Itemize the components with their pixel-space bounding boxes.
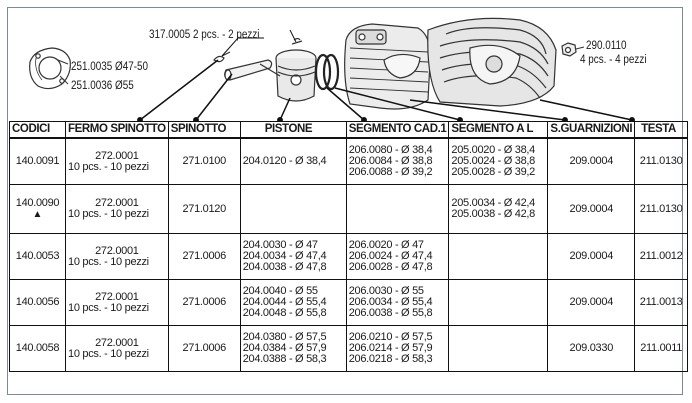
codici-value: 140.0058 bbox=[15, 342, 60, 354]
guarnizioni-value: 209.0004 bbox=[569, 155, 614, 167]
segmento-al-line: 205.0038 - Ø 42,8 bbox=[451, 208, 535, 220]
pistone-line: 204.0038 - Ø 47,8 bbox=[242, 261, 327, 273]
cylinder-head-drawing bbox=[428, 18, 556, 106]
intake-gasket-drawing bbox=[30, 48, 71, 89]
segmento-al-cell bbox=[449, 234, 548, 280]
pistone-line: 204.0120 - Ø 38,4 bbox=[242, 155, 327, 167]
segmento-cad-line: 206.0088 - Ø 39,2 bbox=[348, 166, 433, 178]
pistone-cell bbox=[240, 185, 346, 234]
segmento-al-cell bbox=[449, 280, 548, 326]
testa-cell bbox=[635, 234, 688, 280]
guarnizioni-value: 209.0004 bbox=[569, 250, 614, 262]
segmento-cad-cell bbox=[346, 138, 449, 185]
segmento-cad-line: 206.0028 - Ø 47,8 bbox=[348, 261, 433, 273]
testa-cell bbox=[635, 280, 688, 326]
table-row bbox=[10, 234, 688, 280]
header-codici: CODICI bbox=[10, 122, 66, 139]
segmento-cad-line: 206.0024 - Ø 47,4 bbox=[348, 250, 433, 262]
pistone-cell bbox=[240, 138, 346, 185]
segmento-al-cell bbox=[449, 138, 548, 185]
spinotto-cell bbox=[168, 234, 240, 280]
segmento-al-line: 205.0034 - Ø 42,4 bbox=[451, 197, 535, 209]
segmento-al-line: 205.0020 - Ø 38,4 bbox=[451, 144, 535, 156]
segmento-cad-line: 206.0084 - Ø 38,8 bbox=[348, 155, 433, 167]
header-spinotto: SPINOTTO bbox=[168, 122, 240, 139]
fermo-spinotto-line: 272.0001 bbox=[95, 149, 139, 162]
segmento-cad-cell bbox=[346, 234, 449, 280]
nut-leader bbox=[576, 47, 584, 49]
triangle-marker-icon: ▲ bbox=[32, 208, 43, 220]
fermo-spinotto-line: 272.0001 bbox=[95, 336, 139, 349]
guarnizioni-value: 209.0004 bbox=[569, 202, 614, 215]
codici-cell bbox=[10, 326, 66, 372]
fermo-spinotto-line: 272.0001 bbox=[95, 290, 139, 303]
fermo-spinotto-line: 10 pcs. - 10 pezzi bbox=[68, 301, 149, 314]
pistone-line: 204.0384 - Ø 57,9 bbox=[242, 342, 327, 354]
nut-callout-qty: 4 pcs. - 4 pezzi bbox=[580, 54, 647, 66]
header-testa: TESTA bbox=[635, 122, 688, 139]
segmento-cad-line: 206.0080 - Ø 38,4 bbox=[348, 144, 433, 156]
testa-value: 211.0130 bbox=[639, 155, 683, 167]
gasket-callout-label-a: 251.0035 Ø47-50 bbox=[71, 61, 148, 73]
table-row bbox=[10, 185, 688, 234]
segmento-al-cell bbox=[449, 326, 548, 372]
guarnizioni-cell bbox=[548, 138, 635, 185]
spinotto-value: 271.0006 bbox=[182, 296, 226, 308]
spinotto-cell bbox=[168, 280, 240, 326]
segmento-cad-line: 206.0030 - Ø 55 bbox=[348, 285, 424, 297]
fermo-spinotto-cell bbox=[66, 138, 169, 185]
codici-value: 140.0056 bbox=[15, 296, 60, 308]
segmento-cad-line: 206.0210 - Ø 57,5 bbox=[348, 331, 433, 343]
header-guarnizioni: S.GUARNIZIONI bbox=[548, 122, 635, 139]
pistone-line: 204.0048 - Ø 55,8 bbox=[242, 307, 327, 319]
pistone-line: 204.0044 - Ø 55,4 bbox=[242, 296, 327, 308]
nut-callout-code: 290.0110 bbox=[586, 40, 627, 52]
pistone-line: 204.0030 - Ø 47 bbox=[242, 239, 318, 251]
testa-value: 211.0011 bbox=[640, 342, 683, 354]
spinotto-value: 271.0006 bbox=[182, 250, 226, 262]
codici-cell bbox=[10, 138, 66, 185]
fermo-spinotto-cell bbox=[66, 185, 169, 234]
spinotto-cell bbox=[168, 185, 240, 234]
fermo-spinotto-line: 10 pcs. - 10 pezzi bbox=[68, 208, 149, 220]
codici-value: 140.0090 bbox=[15, 196, 60, 209]
fermo-spinotto-line: 272.0001 bbox=[95, 197, 139, 209]
segmento-cad-line: 206.0020 - Ø 47 bbox=[348, 239, 424, 251]
testa-value: 211.0013 bbox=[639, 296, 683, 308]
spinotto-cell bbox=[168, 138, 240, 185]
codici-cell bbox=[10, 234, 66, 280]
segmento-cad-line: 206.0038 - Ø 55,8 bbox=[348, 307, 433, 319]
segmento-al-line: 205.0024 - Ø 38,8 bbox=[451, 155, 535, 167]
piston-rings-drawing bbox=[316, 55, 338, 89]
spinotto-value: 271.0120 bbox=[182, 202, 226, 215]
pistone-cell bbox=[240, 326, 346, 372]
piston-drawing bbox=[260, 50, 316, 101]
segmento-al-cell bbox=[449, 185, 548, 234]
codici-value: 140.0091 bbox=[15, 155, 60, 167]
testa-cell bbox=[635, 185, 688, 234]
guarnizioni-value: 209.0004 bbox=[569, 296, 614, 308]
cylinder-drawing bbox=[345, 24, 431, 109]
fermo-spinotto-line: 10 pcs. - 10 pezzi bbox=[68, 347, 149, 360]
segmento-cad-line: 206.0214 - Ø 57,9 bbox=[348, 342, 433, 354]
spinotto-cell bbox=[168, 326, 240, 372]
header-pistone: PISTONE bbox=[240, 122, 346, 139]
codici-cell bbox=[10, 280, 66, 326]
codici-value: 140.0053 bbox=[15, 250, 60, 262]
table-row bbox=[10, 326, 688, 372]
pistone-cell bbox=[240, 234, 346, 280]
header-segmento-cad: SEGMENTO CAD.1 bbox=[346, 122, 449, 139]
segmento-cad-cell bbox=[346, 280, 449, 326]
segmento-al-line: 205.0028 - Ø 39,2 bbox=[451, 166, 535, 178]
spinotto-value: 271.0006 bbox=[182, 342, 226, 354]
segmento-cad-cell bbox=[346, 185, 449, 234]
testa-value: 211.0012 bbox=[639, 250, 683, 262]
pistone-cell bbox=[240, 280, 346, 326]
segmento-cad-cell bbox=[346, 326, 449, 372]
header-fermo-spinotto: FERMO SPINOTTO bbox=[66, 122, 169, 139]
fermo-spinotto-line: 10 pcs. - 10 pezzi bbox=[68, 255, 149, 268]
fermo-spinotto-line: 272.0001 bbox=[95, 244, 139, 257]
segmento-cad-line: 206.0218 - Ø 58,3 bbox=[348, 353, 433, 365]
gasket-callout-label-b: 251.0036 Ø55 bbox=[71, 80, 134, 92]
fermo-spinotto-cell bbox=[66, 234, 169, 280]
segmento-cad-line: 206.0034 - Ø 55,4 bbox=[348, 296, 433, 308]
testa-value: 211.0130 bbox=[639, 202, 683, 215]
parts-table bbox=[9, 121, 688, 372]
pistone-line: 204.0388 - Ø 58,3 bbox=[242, 353, 327, 365]
codici-cell bbox=[10, 185, 66, 234]
nut-drawing bbox=[562, 43, 576, 56]
table-row bbox=[10, 138, 688, 185]
fermo-spinotto-cell bbox=[66, 280, 169, 326]
testa-cell bbox=[635, 138, 688, 185]
table-row bbox=[10, 280, 688, 326]
guarnizioni-cell bbox=[548, 326, 635, 372]
fermo-spinotto-cell bbox=[66, 326, 169, 372]
fermo-spinotto-line: 10 pcs. - 10 pezzi bbox=[68, 160, 149, 173]
guarnizioni-cell bbox=[548, 185, 635, 234]
guarnizioni-value: 209.0330 bbox=[569, 342, 614, 354]
guarnizioni-cell bbox=[548, 234, 635, 280]
clip-callout-label: 317.0005 2 pcs. - 2 pezzi bbox=[149, 29, 260, 41]
pistone-line: 204.0034 - Ø 47,4 bbox=[242, 250, 327, 262]
piston-pin-drawing bbox=[225, 60, 272, 80]
pistone-line: 204.0380 - Ø 57,5 bbox=[242, 331, 327, 343]
spinotto-value: 271.0100 bbox=[182, 155, 226, 167]
header-segmento-al: SEGMENTO A L bbox=[449, 122, 548, 139]
testa-cell bbox=[635, 326, 688, 372]
table-header-row bbox=[10, 122, 688, 139]
guarnizioni-cell bbox=[548, 280, 635, 326]
pistone-line: 204.0040 - Ø 55 bbox=[242, 285, 318, 297]
